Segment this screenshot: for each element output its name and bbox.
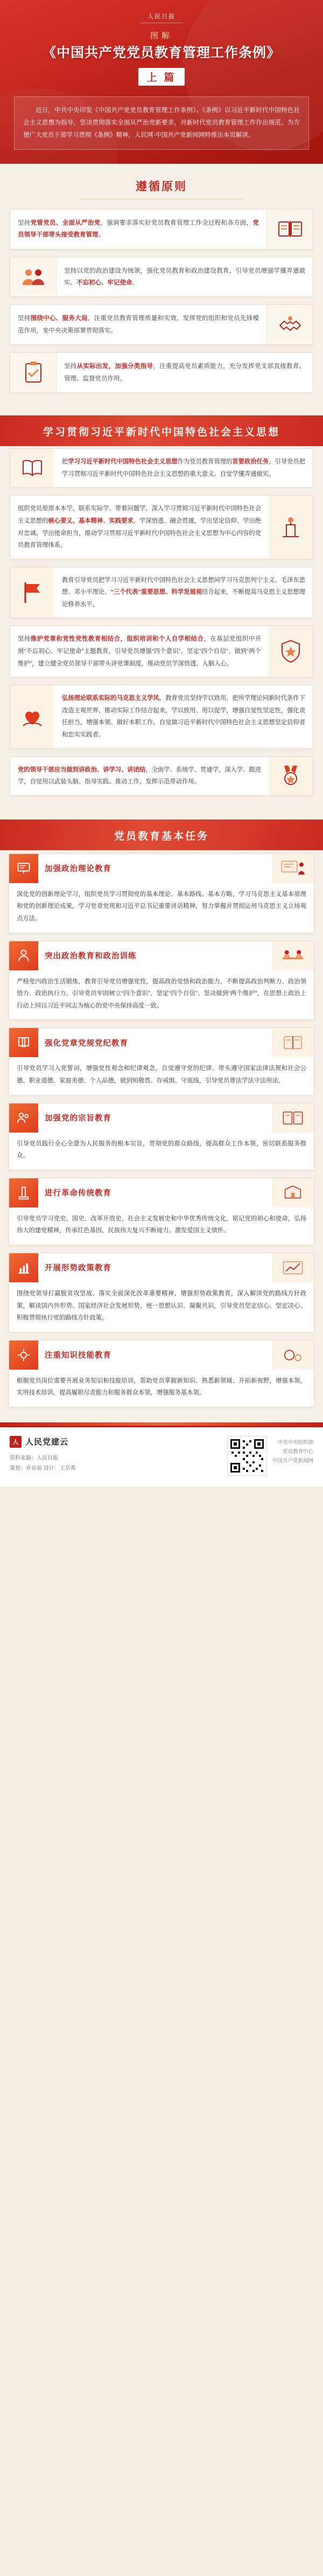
task-illustration bbox=[272, 1178, 314, 1207]
task-body bbox=[9, 970, 314, 1020]
header bbox=[0, 0, 323, 164]
footer-left bbox=[10, 1436, 222, 1474]
title-block bbox=[0, 30, 323, 86]
task-head bbox=[9, 1103, 314, 1133]
task-purpose-education bbox=[9, 1103, 314, 1170]
thought-card-2-text: 组织党员原原本本学、联系实际学、带着问题学，深入学习贯彻习近平新时代中国特色社会主义思想的核心要义、基本精神、实践要求，学深悟透、融会贯通，学出坚定信仰、学出绝对忠诚、学出使命担当，推动学习贯彻习近平新时代中国特色社会主义思想为中心内容的党员教育管理体系。 bbox=[18, 505, 261, 549]
card-politics bbox=[10, 209, 313, 249]
task-revolution-tradition-text: 引导党员学习党史、国史、改革开放史、社会主义发展史和中华优秀传统文化，铭记党的初心和使命，弘扬伟大的建党精神，传承红色基因，民族伟大复兴不断接力。激发爱国主义情怀。 bbox=[17, 1215, 306, 1234]
thought-card-6-text: 党的领导干部应当做到讲政治、讲学习、讲团结，全面学、系统学、贯通学，深入学、跟进学，自觉用以武装头脑、指导实践、推动工作，发挥示范带动作用。 bbox=[18, 766, 261, 786]
task-title: 加强党的宗旨教育 bbox=[45, 1114, 111, 1123]
card-text-wrap bbox=[57, 258, 313, 297]
task-body bbox=[9, 1282, 314, 1332]
task-political-theory-text: 深化党的创新理论学习，组织党员学习贯彻党的基本理论、基本路线、基本方略，学习马克思主义基本原理和党的创新理论成果，学习党章党规和习近平总书记重要讲话精神，努力掌握并贯彻运用马克思主义立场观点方法。 bbox=[17, 891, 306, 922]
task-knowledge-skill-text: 根据党员岗位需要开展业务知识和技能培训，帮助党员掌握新知识、熟悉新领域、开拓新视野，增强本领，实用技术培训，提高履职尽责能力和服务群众本领，增强服务基本领。 bbox=[17, 1377, 306, 1397]
section-header-thought bbox=[0, 415, 323, 446]
lecture-board-icon bbox=[9, 854, 38, 883]
monument-icon bbox=[9, 1178, 38, 1207]
thought-text-wrap bbox=[10, 626, 269, 677]
card-practice bbox=[10, 352, 313, 393]
thought-card-3 bbox=[10, 567, 313, 619]
publisher-logo bbox=[0, 10, 323, 23]
open-book-icon bbox=[10, 449, 54, 487]
task-head bbox=[9, 1178, 314, 1207]
thought-card-6 bbox=[10, 756, 313, 796]
task-body bbox=[9, 1207, 314, 1245]
task-party-discipline bbox=[9, 1027, 314, 1095]
page-subtitle: 上 篇 bbox=[138, 68, 185, 86]
card-classify-text: 坚持以党的政治建设为统领，强化党员教育和政治建设教育，引导党员增强学懂弄通做实、不忘初心、牢记使命。 bbox=[64, 267, 305, 287]
card-text-wrap bbox=[10, 305, 266, 344]
task-illustration bbox=[272, 1253, 314, 1282]
task-political-education bbox=[9, 941, 314, 1020]
task-head bbox=[9, 1028, 314, 1057]
section-header-tasks bbox=[0, 820, 323, 850]
thought-card-1 bbox=[10, 448, 313, 488]
thought-card-5 bbox=[10, 685, 313, 748]
thought-card-4 bbox=[10, 626, 313, 677]
thought-text-wrap bbox=[54, 685, 313, 748]
task-revolution-tradition bbox=[9, 1178, 314, 1245]
task-title: 进行革命传统教育 bbox=[45, 1189, 111, 1198]
footer-right bbox=[272, 1436, 313, 1466]
publisher-logo-text: 人民日报 bbox=[140, 10, 183, 23]
task-political-theory bbox=[9, 853, 314, 933]
section-header-principles bbox=[0, 164, 323, 208]
qr-code[interactable] bbox=[227, 1436, 267, 1476]
task-purpose-education-text: 引导党员践行全心全意为人民服务的根本宗旨，贯彻党的群众路线，提高群众工作本领，密切联系服务群众。 bbox=[17, 1140, 306, 1159]
task-body bbox=[9, 1057, 314, 1094]
task-head bbox=[9, 1253, 314, 1282]
footer-brand bbox=[10, 1436, 222, 1448]
section-title-thought: 学习贯彻习近平新时代中国特色社会主义思想 bbox=[43, 427, 280, 439]
task-knowledge-skill bbox=[9, 1340, 314, 1407]
people-group-icon bbox=[10, 258, 57, 297]
speech-podium-icon bbox=[269, 496, 313, 558]
thought-card-1-text: 把学习习近平新时代中国特色社会主义思想作为党员教育管理的首要政治任务，引导党员把学习贯彻习近平新时代中国特色社会主义思想的重大意义、自觉学懂弄通做实。 bbox=[62, 459, 305, 477]
growth-chart-icon bbox=[9, 1253, 38, 1282]
thought-text-wrap bbox=[54, 567, 313, 618]
section-title-tasks: 党员教育基本任务 bbox=[114, 830, 209, 842]
people-book-icon bbox=[9, 1103, 38, 1133]
thought-text-wrap bbox=[54, 449, 313, 487]
task-title: 强化党章党规党纪教育 bbox=[45, 1039, 128, 1048]
task-body bbox=[9, 1133, 314, 1170]
task-illustration bbox=[272, 1103, 314, 1133]
footer-org-1: 中共中央组织部 bbox=[277, 1439, 313, 1446]
task-title: 注重知识技能教育 bbox=[45, 1351, 111, 1360]
thought-card-4-text: 坚持维护党章和党性党性教育相结合，组织培训和个人自学相结合，在基层党组织中开展“不忘初心、牢记使命”主题教育，引导党员增强“四个意识”、坚定“四个自信”、做到“两个维护”，建立健全党员领导干部带头讲党课制度，推动党员学深悟透、入脑入心。 bbox=[18, 636, 261, 667]
card-text-wrap bbox=[10, 210, 266, 249]
task-title: 开展形势政策教育 bbox=[45, 1264, 111, 1273]
thought-text-wrap bbox=[10, 757, 269, 795]
thought-card-3-text: 教育引导党员把学习习近平新时代中国特色社会主义思想同学习马克思列宁主义、毛泽东思想、邓小平理论、“三个代表”重要思想、科学发展观结合起来，不断提高马克思主义思想理论修养水平。 bbox=[62, 577, 305, 608]
brand-mark-icon: 人 bbox=[10, 1436, 22, 1448]
footer bbox=[0, 1426, 323, 1487]
gear-skill-icon bbox=[9, 1341, 38, 1370]
task-anti-corruption-text: 围绕党领导打赢脱贫攻坚战、落实全面深化改革重要精神，增强形势政策教育，深入解读党的路线方针政策，解读国内外形势、国家经济社会发展形势，统一思想认识、凝聚共识，引导党员坚定信心、坚定决心、积极贯彻执行党的路线方针政策。 bbox=[17, 1290, 306, 1322]
task-head bbox=[9, 1341, 314, 1370]
thought-text-wrap bbox=[10, 496, 269, 558]
task-illustration bbox=[272, 1028, 314, 1057]
footer-org-2: 党员教育中心 bbox=[282, 1449, 313, 1455]
task-title: 突出政治教育和政治训练 bbox=[45, 952, 137, 961]
card-politics-text: 坚持党管党员、全面从严治党，强调要求落实好党员教育管理工作全过程和各方面，党员领导干部带头接受教育管理。 bbox=[18, 219, 259, 239]
task-anti-corruption bbox=[9, 1253, 314, 1332]
intro-text: 近日，中共中央印发《中国共产党党员教育管理工作条例》。《条例》以习近平新时代中国特色社会主义思想为指导，坚决贯彻落实全面从严治党新要求，对新时代党员教育管理工作作出规范。为方便广大党员干部学习贯彻《条例》精神，人民网·中国共产党新闻网特推出本页解读。 bbox=[23, 107, 300, 138]
thought-card-5-text: 弘扬理论联系实际的马克思主义学风，教育党员坚持学以致用、把所学理论同新时代条件下改造主观世界、推动实际工作结合起来，学以致用、用以促学，增强自觉性坚定性，强化责任担当，增强本领、做好本职工作，自觉做习近平新时代中国特色社会主义思想坚定信仰者和忠实实践者。 bbox=[62, 695, 305, 739]
card-practice-text: 坚持从实际出发，加强分类指导，注重提高党员素质能力，充分发挥党支部直接教育、管理、监督党员作用。 bbox=[64, 363, 306, 382]
principle-card-list bbox=[0, 208, 323, 406]
task-list bbox=[0, 850, 323, 1422]
task-party-discipline-text: 引导党员学习入党誓词，增强党性观念和纪律观念，自觉遵守党的纪律、带头遵守国家法律法规和社会公德、职业道德、家庭美德、个人品德，做到知敬畏、存戒惧、守底线，引导党员尊法学法守法用法。 bbox=[17, 1065, 306, 1084]
page-title: 《中国共产党党员教育管理工作条例》 bbox=[42, 46, 280, 60]
training-desk-icon bbox=[9, 941, 38, 970]
footer-meta-credits: 策划：乔业琼 设计：王岳希 bbox=[10, 1465, 76, 1471]
section-title-principles: 遵循原则 bbox=[136, 179, 187, 193]
card-classify bbox=[10, 257, 313, 297]
clipboard-check-icon bbox=[10, 353, 57, 392]
footer-meta-source: 资料来源：人民日报 bbox=[10, 1455, 58, 1461]
book-open-icon bbox=[266, 210, 313, 249]
task-illustration bbox=[272, 854, 314, 883]
thought-card-list bbox=[0, 446, 323, 810]
task-illustration bbox=[272, 1341, 314, 1370]
card-serve-text: 坚持围绕中心、服务大局，注重党员教育管理质量和实效，发挥党的组织和党员先锋模范作用，变中央决策部署贯彻落实。 bbox=[18, 315, 259, 334]
card-serve bbox=[10, 304, 313, 345]
hands-heart-icon bbox=[10, 685, 54, 748]
task-political-education-text: 严格党内政治生活锻炼，教育引导党员增强党性，提高政治觉悟和政治能力，不断提高政治判断力、政治领悟力、政治执行力。引导党员牢固树立“四个意识”、坚定“四个自信”、坚决做到“两个维护”，在思想上政治上行动上同以习近平同志为核心的党中央保持高度一致。 bbox=[17, 978, 306, 1009]
card-text-wrap bbox=[57, 353, 313, 392]
intro-card bbox=[14, 96, 309, 150]
title-label: 图解 bbox=[150, 32, 173, 40]
thought-card-2 bbox=[10, 495, 313, 559]
shield-star-icon bbox=[269, 626, 313, 677]
task-body bbox=[9, 1370, 314, 1407]
medal-icon bbox=[269, 757, 313, 795]
task-illustration bbox=[272, 941, 314, 970]
task-body bbox=[9, 883, 314, 933]
flag-icon bbox=[10, 567, 54, 618]
brand-name: 人民党建云 bbox=[25, 1438, 69, 1447]
task-head bbox=[9, 854, 314, 883]
task-head bbox=[9, 941, 314, 970]
task-title: 加强政治理论教育 bbox=[45, 865, 111, 874]
footer-org-3: 中国共产党新闻网 bbox=[272, 1458, 313, 1464]
law-book-icon bbox=[9, 1028, 38, 1057]
handshake-icon bbox=[266, 305, 313, 344]
